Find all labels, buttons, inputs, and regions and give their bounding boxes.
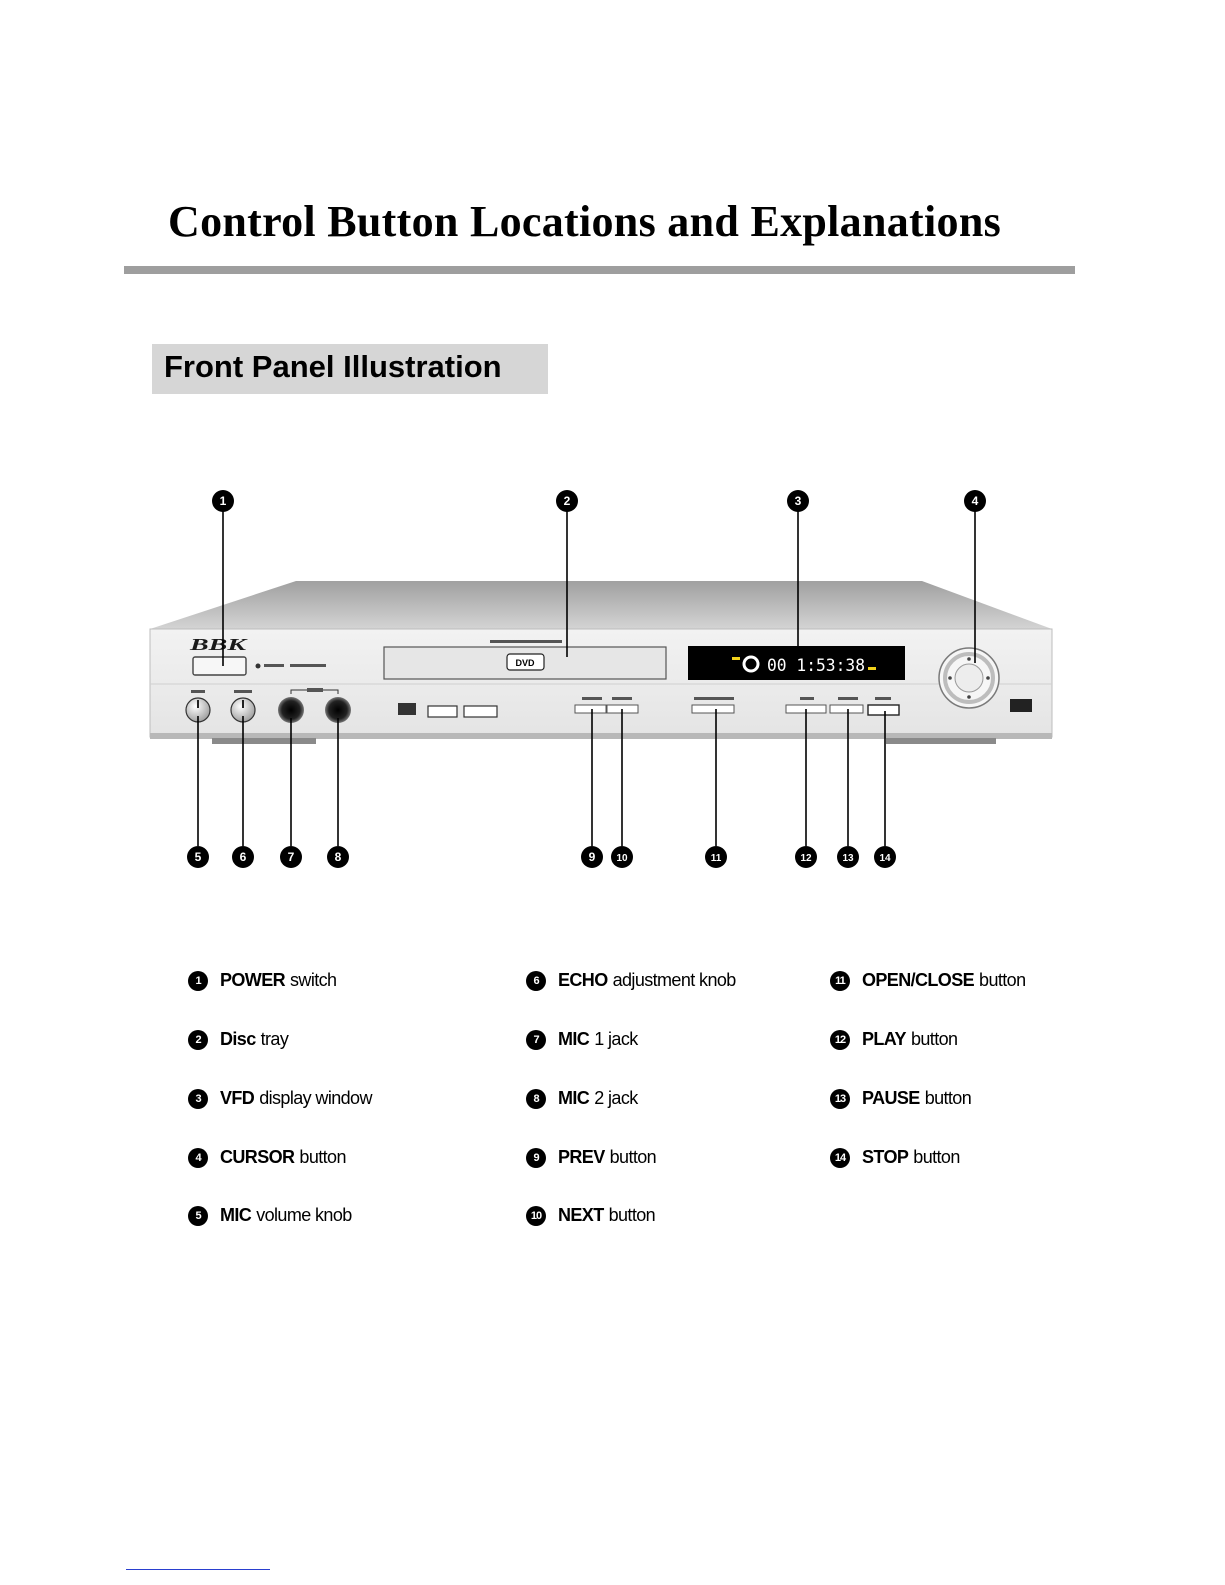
legend-description: button — [979, 970, 1026, 990]
legend-number: 6 — [526, 971, 546, 991]
legend-description: button — [609, 1147, 657, 1167]
pause-button[interactable] — [830, 705, 863, 713]
callout-marker-5 — [187, 846, 209, 868]
legend-description: button — [910, 1029, 958, 1049]
format-logo-2 — [464, 706, 497, 717]
legend-number: 11 — [830, 971, 850, 991]
legend-number: 5 — [188, 1206, 208, 1226]
left-foot — [212, 738, 316, 744]
callout-marker-6 — [232, 846, 254, 868]
callout-marker-14 — [874, 846, 896, 868]
legend-name: NEXT — [558, 1205, 604, 1225]
legend-name: ECHO — [558, 970, 608, 990]
prev-button[interactable] — [575, 705, 606, 713]
callout-number: 14 — [879, 853, 891, 864]
power-switch[interactable] — [193, 657, 246, 675]
legend-description: button — [608, 1205, 656, 1225]
cursor-button[interactable] — [939, 648, 999, 708]
callout-marker-10 — [611, 846, 633, 868]
disc-slot-icon — [398, 703, 416, 715]
section-title: Front Panel Illustration — [164, 349, 502, 384]
legend-number: 13 — [830, 1089, 850, 1109]
callout-number: 1 — [219, 494, 227, 508]
callout-number: 3 — [794, 494, 802, 508]
legend-number: 10 — [526, 1206, 546, 1226]
legend-description: tray — [260, 1029, 289, 1049]
legend-number: 3 — [188, 1089, 208, 1109]
legend-number: 8 — [526, 1089, 546, 1109]
callout-marker-8 — [327, 846, 349, 868]
legend-name: MIC — [558, 1088, 590, 1108]
right-foot — [886, 738, 996, 744]
legend-description: volume knob — [256, 1205, 352, 1225]
brand-logo: BBK — [188, 635, 249, 654]
legend-number: 12 — [830, 1030, 850, 1050]
footer-link-underline — [126, 1569, 270, 1570]
legend-name: PREV — [558, 1147, 605, 1167]
legend-name: STOP — [862, 1147, 909, 1167]
callout-marker-3 — [787, 490, 809, 512]
legend-name: MIC — [220, 1205, 252, 1225]
callout-number: 13 — [842, 853, 854, 864]
dvd-logo-text: DVD — [515, 658, 535, 668]
legend-description: button — [299, 1147, 346, 1167]
legend-name: POWER — [220, 970, 286, 990]
page-title: Control Button Locations and Explanations — [168, 197, 1002, 246]
legend-name: CURSOR — [220, 1147, 295, 1167]
callout-marker-2 — [556, 490, 578, 512]
legend-name: OPEN/CLOSE — [862, 970, 975, 990]
callout-number: 6 — [239, 850, 247, 864]
callout-number: 5 — [194, 850, 202, 864]
callout-number: 12 — [800, 853, 812, 864]
legend-name: MIC — [558, 1029, 590, 1049]
dolby-logo-icon — [1010, 699, 1032, 712]
callout-number: 4 — [971, 494, 979, 508]
legend-name: VFD — [220, 1088, 255, 1108]
callout-marker-9 — [581, 846, 603, 868]
legend-description: 1 jack — [594, 1029, 638, 1049]
callout-marker-11 — [705, 846, 727, 868]
dvd-player — [150, 581, 1052, 744]
legend-description: switch — [290, 970, 337, 990]
callout-marker-4 — [964, 490, 986, 512]
callout-number: 10 — [616, 853, 628, 864]
legend-description: 2 jack — [594, 1088, 638, 1108]
callout-number: 9 — [588, 850, 596, 864]
stop-button[interactable] — [868, 705, 899, 715]
callout-marker-13 — [837, 846, 859, 868]
legend-number: 7 — [526, 1030, 546, 1050]
legend-number: 14 — [830, 1148, 850, 1168]
legend-name: PLAY — [862, 1029, 906, 1049]
legend-number: 4 — [188, 1148, 208, 1168]
legend-number: 1 — [188, 971, 208, 991]
legend-description: display window — [259, 1088, 372, 1108]
vfd-readout: 00 1:53:38 — [767, 656, 865, 676]
legend-number: 9 — [526, 1148, 546, 1168]
callout-marker-1 — [212, 490, 234, 512]
format-logo-1 — [428, 706, 457, 717]
callout-marker-7 — [280, 846, 302, 868]
open-close-button[interactable] — [692, 705, 734, 713]
legend-description: button — [913, 1147, 960, 1167]
callout-marker-12 — [795, 846, 817, 868]
callout-number: 7 — [287, 850, 295, 864]
player-top-surface — [150, 581, 1052, 629]
legend-description: adjustment knob — [612, 970, 736, 990]
callout-number: 8 — [334, 850, 342, 864]
legend-number: 2 — [188, 1030, 208, 1050]
callout-number: 2 — [563, 494, 571, 508]
legend-name: Disc — [220, 1029, 256, 1049]
legend-name: PAUSE — [862, 1088, 920, 1108]
legend-description: button — [924, 1088, 972, 1108]
callout-number: 11 — [710, 853, 722, 864]
